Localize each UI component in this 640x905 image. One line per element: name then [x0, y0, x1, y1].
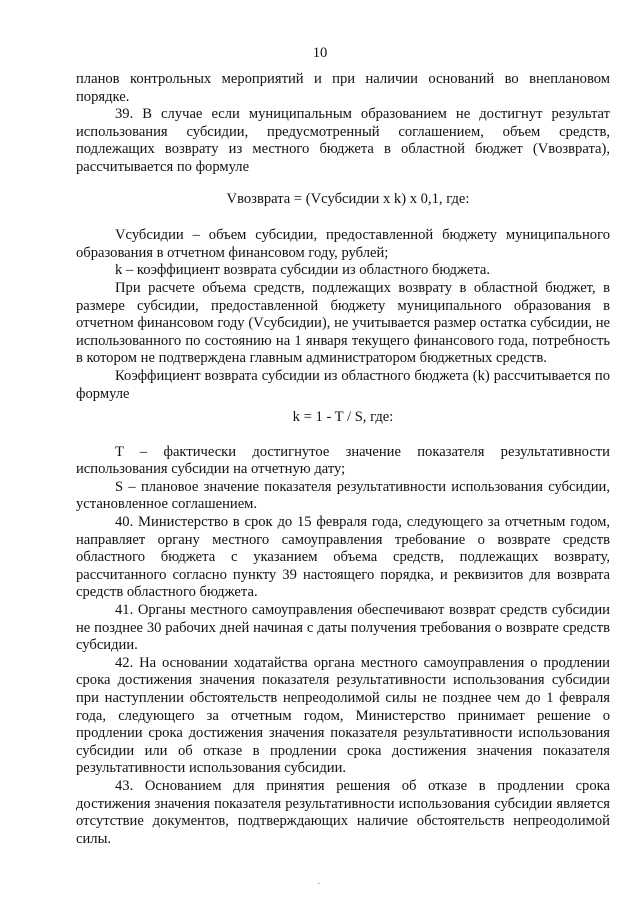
paragraph-41: 41. Органы местного самоуправления обеспечивают возврат средств субсидии не позднее 30 рабочих дней начиная с даты получения требования о возврате средств субсидии. — [76, 602, 610, 654]
document-body — [76, 71, 610, 848]
paragraph-43: 43. Основанием для принятия решения об отказе в продлении срока достижения значения показателя результативности использования субсидии является отсутствие документов, подтверждающих наличие обстоятельств непреодолимой силы. — [76, 777, 610, 847]
scan-speck — [318, 883, 320, 884]
paragraph-40: 40. Министерство в срок до 15 февраля года, следующего за отчетным годом, направляет органу местного самоуправления требование о возврате средств областного бюджета с указанием объема средств, подлежащих возврату, рассчитанного согласно пункту 39 настоящего порядка, и реквизитов для возврата средств областного бюджета. — [76, 514, 610, 601]
formula-k: k = 1 - T / S, где: — [292, 409, 394, 426]
formula-v-return: Vвозврата = (Vсубсидии x k) x 0,1, где: — [226, 190, 470, 207]
paragraph-42: 42. На основании ходатайства органа местного самоуправления о продлении срока достижения значения показателя результативности использования субсидии при наступлении обстоятельств непреодолимой силы не позднее чем до 1 февраля года, следующего за отчетным годом, Министерство принимает решение о продлении срока достижения значения показателя результативности использования субсидии или об отказе в продлении срока достижения значения показателя результативности использования субсидии. — [76, 654, 610, 777]
paragraph-k-formula-intro: Коэффициент возврата субсидии из областного бюджета (k) рассчитывается по формуле — [76, 367, 610, 402]
definition-s: S – плановое значение показателя результативности использования субсидии, установленное соглашением. — [76, 478, 610, 513]
paragraph-continuation: планов контрольных мероприятий и при наличии оснований во внеплановом порядке. — [76, 71, 610, 105]
definition-t: T – фактически достигнутое значение показателя результативности использования субсидии на отчетную дату; — [76, 443, 610, 478]
definition-k: k – коэффициент возврата субсидии из областного бюджета. — [115, 262, 491, 279]
page-number: 10 — [312, 45, 328, 61]
paragraph-39: 39. В случае если муниципальным образованием не достигнут результат использования субсидии, предусмотренный соглашением, объем средств, подлежащих возврату из местного бюджета в областной бюджет (Vвозврата), рассчитывается по формуле — [76, 106, 610, 175]
definition-v-subsidy: Vсубсидии – объем субсидии, предоставленной бюджету муниципального образования в отчетном финансовом году, рублей; — [76, 227, 610, 261]
paragraph-remainder-note: При расчете объема средств, подлежащих возврату в областной бюджет, в размере субсидии, предоставленной бюджету муниципального образования в отчетном финансовом году (Vсубсидии), не учитывается размер остатка субсидии, не использованного по состоянию на 1 января текущего финансового года, потребность в котором не подтверждена главным администратором бюджетных средств. — [76, 279, 610, 367]
